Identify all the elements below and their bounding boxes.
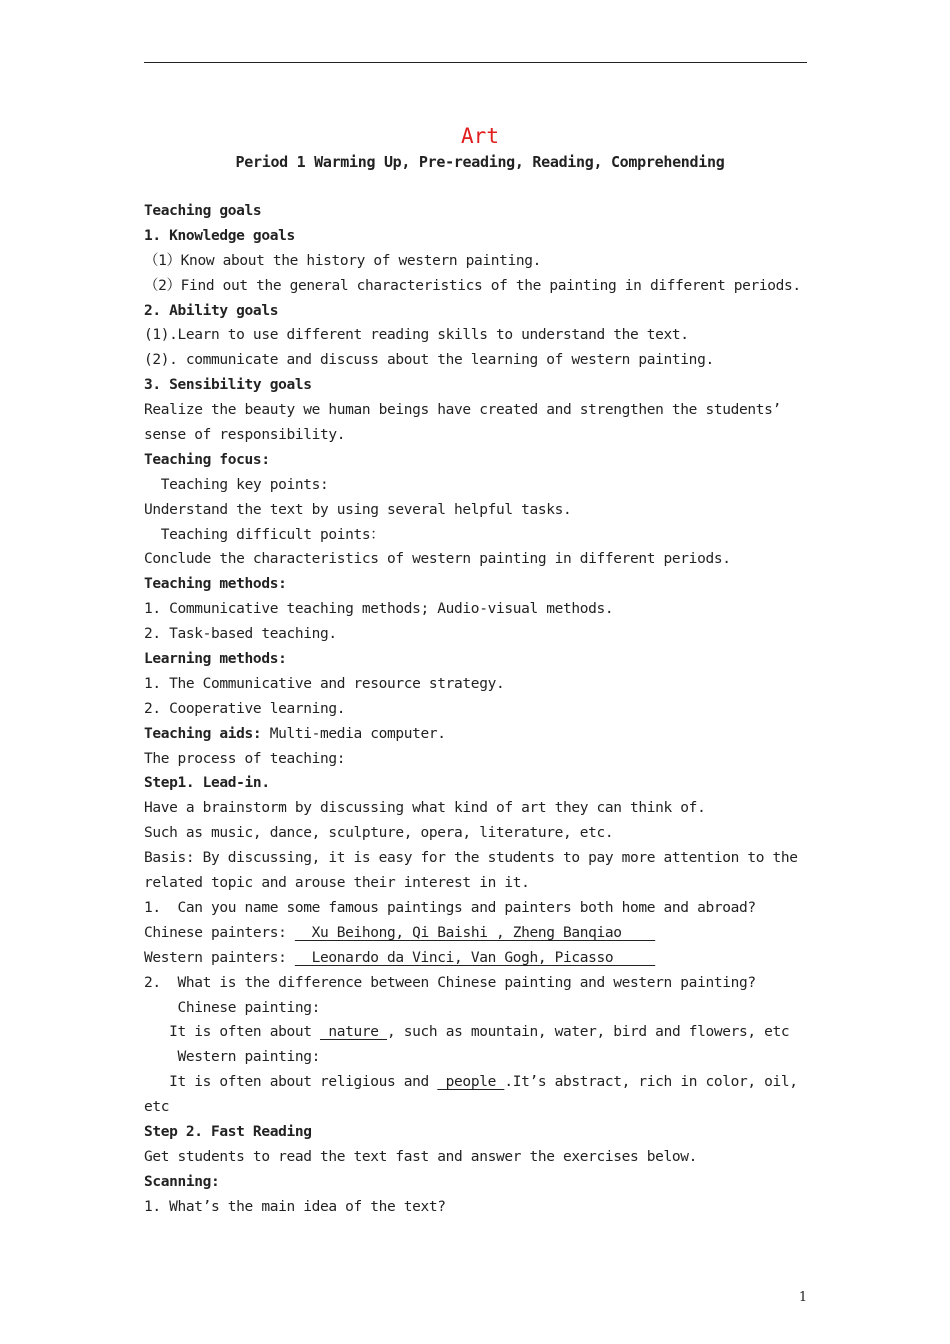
- step1-question-1: 1. Can you name some famous paintings and painters both home and abroad?: [144, 899, 756, 916]
- difficult-points-label-text: Teaching difficult points：: [160, 526, 385, 543]
- key-points-label: [144, 473, 810, 498]
- difficult-points-label: [144, 523, 810, 548]
- step1-text-line: Such as music, dance, sculpture, opera, literature, etc.: [144, 825, 614, 842]
- ability-goals-heading: 2. Ability goals: [144, 302, 279, 319]
- teaching-aids-line: [144, 722, 810, 747]
- step1-text-line: Have a brainstorm by discussing what kind of art they can think of.: [144, 800, 706, 817]
- chinese-painting-label: Chinese painting:: [144, 999, 320, 1016]
- chinese-painters-label: Chinese painters:: [144, 924, 295, 941]
- knowledge-goals-heading: 1. Knowledge goals: [144, 227, 295, 244]
- western-painting-about: [144, 1070, 810, 1095]
- teaching-method-item: 2. Task-based teaching.: [144, 626, 337, 643]
- document-subtitle: Period 1 Warming Up, Pre-reading, Reading, Comprehending: [235, 153, 725, 171]
- knowledge-goal-item: （1）Know about the history of western painting.: [144, 252, 542, 269]
- teaching-aids-value: Multi-media computer.: [261, 725, 446, 742]
- difficult-points-text: Conclude the characteristics of western painting in different periods.: [144, 551, 731, 568]
- teaching-goals-heading: Teaching goals: [144, 203, 262, 219]
- chinese-about-post: , such as mountain, water, bird and flowers, etc: [387, 1024, 790, 1041]
- western-about-post: .It’s abstract, rich in color, oil,: [504, 1074, 798, 1091]
- document-title: Art: [461, 124, 499, 148]
- chinese-painters-answer: Xu Beihong, Qi Baishi , Zheng Banqiao: [294, 924, 656, 941]
- western-about-pre: It is often about religious and: [144, 1074, 438, 1091]
- step2-instruction: Get students to read the text fast and answer the exercises below.: [144, 1148, 698, 1165]
- chinese-about-pre: It is often about: [144, 1024, 320, 1041]
- western-painting-about-cont: etc: [144, 1099, 170, 1116]
- sensibility-goal-text: sense of responsibility.: [144, 427, 346, 444]
- scanning-question-1: 1. What’s the main idea of the text?: [144, 1198, 446, 1215]
- step1-text-line: Basis: By discussing, it is easy for the students to pay more attention to the: [144, 850, 798, 867]
- step1-text-line: related topic and arouse their interest in it.: [144, 875, 530, 892]
- teaching-aids-label: Teaching aids:: [144, 725, 262, 742]
- chinese-painting-about: [144, 1020, 810, 1045]
- western-painters-line: [144, 946, 810, 971]
- step1-question-2: 2. What is the difference between Chinese painting and western painting?: [144, 974, 756, 991]
- ability-goal-item: (2). communicate and discuss about the learning of western painting.: [144, 352, 714, 369]
- key-points-text: Understand the text by using several helpful tasks.: [144, 501, 572, 518]
- western-about-answer: people: [437, 1074, 505, 1091]
- ability-goal-item: (1).Learn to use different reading skills to understand the text.: [144, 327, 689, 344]
- header-rule: [144, 62, 807, 63]
- western-painting-label: Western painting:: [144, 1049, 320, 1066]
- scanning-heading: Scanning:: [144, 1173, 220, 1190]
- teaching-method-item: 1. Communicative teaching methods; Audio-visual methods.: [144, 601, 614, 618]
- western-painters-answer: Leonardo da Vinci, Van Gogh, Picasso: [294, 949, 656, 966]
- teaching-methods-heading: Teaching methods:: [144, 576, 287, 593]
- page-number: 1: [798, 1290, 808, 1305]
- western-painters-label: Western painters:: [144, 949, 295, 966]
- sensibility-goal-text: Realize the beauty we human beings have created and strengthen the students’: [144, 402, 781, 419]
- learning-methods-heading: Learning methods:: [144, 651, 287, 668]
- document-body: [144, 199, 810, 1220]
- knowledge-goal-item: （2）Find out the general characteristics of the painting in different periods.: [144, 277, 801, 294]
- learning-method-item: 1. The Communicative and resource strategy.: [144, 675, 505, 692]
- step2-heading: Step 2. Fast Reading: [144, 1123, 312, 1140]
- sensibility-goals-heading: 3. Sensibility goals: [144, 377, 312, 394]
- step1-heading: Step1. Lead-in.: [144, 775, 270, 792]
- process-heading: The process of teaching:: [144, 750, 346, 767]
- key-points-label-text: Teaching key points:: [160, 476, 329, 493]
- learning-method-item: 2. Cooperative learning.: [144, 700, 346, 717]
- chinese-painters-line: [144, 921, 810, 946]
- teaching-focus-heading: Teaching focus:: [144, 451, 270, 468]
- chinese-about-answer: nature: [319, 1024, 388, 1041]
